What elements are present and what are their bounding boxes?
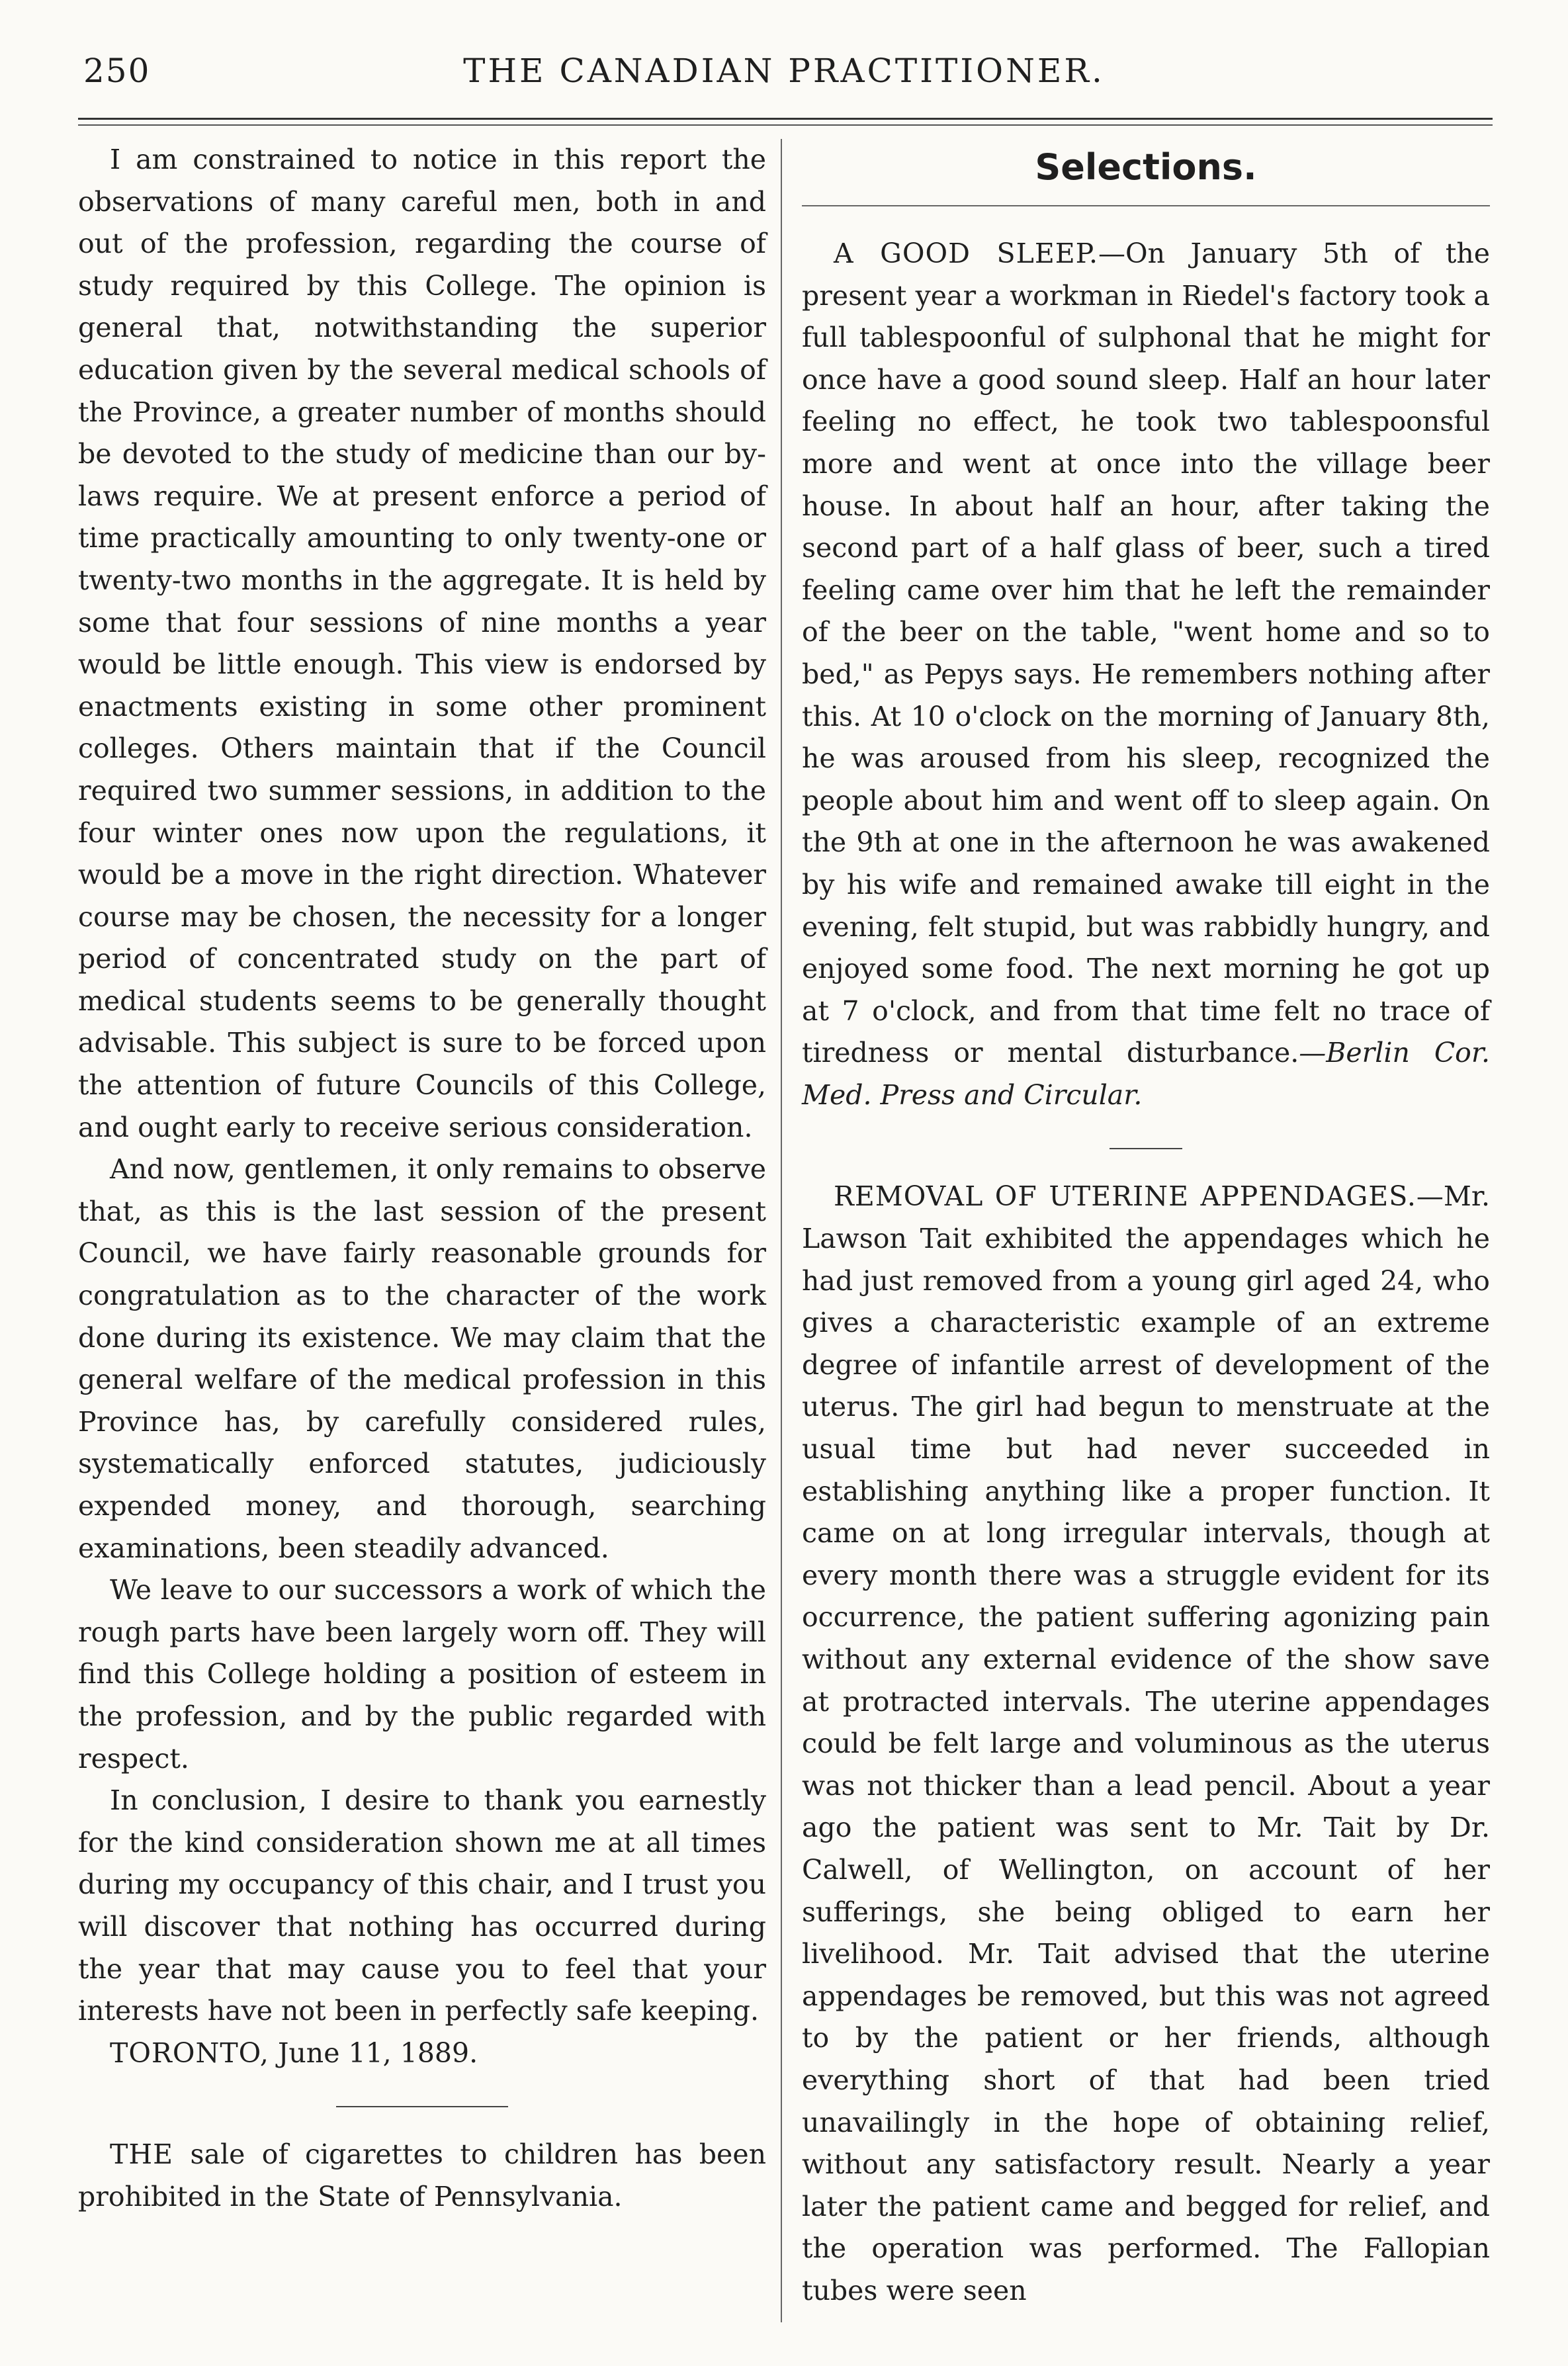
paragraph-course-of-study: I am constrained to notice in this report the observations of many careful men, both in and out of the profession, regarding the course of study required by this College. The opinion is general that, notwithstanding the superior education given by the several medical schools of the Province, a greater number of months should be devoted to the study of medicine than our by-laws require. We at present enforce a period of time practically amounting to only twenty-one or twenty-two months in the aggregate. It is held by some that four sessions of nine months a year would be little enough. This view is endorsed by enactments existing in some other prominent colleges. Others maintain that if the Council required two summer sessions, in addition to the four winter ones now upon the regulations, it would be a move in the right direction. Whatever course may be chosen, the necessity for a longer period of concentrated study on the part of medical students seems to be generally thought advisable. This subject is sure to be forced upon the attention of future Councils of this College, and ought early to receive serious consideration.: [78, 144, 766, 1143]
dateline: [78, 2033, 766, 2075]
right-column: [802, 139, 1490, 2312]
article-good-sleep-source: —Berlin Cor. Med. Press and Circular.: [802, 1037, 1490, 1111]
article-uterine-appendages: [802, 1176, 1490, 2312]
left-column: [78, 139, 766, 2218]
column-divider: [781, 139, 782, 2322]
dateline-place: TORONTO,: [110, 2037, 269, 2069]
separator-rule: [336, 2106, 508, 2107]
paragraph-successors: We leave to our successors a work of which the rough parts have been largely worn off. They will find this College holding a position of esteem in the profession, and by the public regarded with respect.: [78, 1574, 766, 1774]
article-uterine-body: —Mr. Lawson Tait exhibited the appendages which he had just removed from a young girl aged 24, who gives a characteristic example of an extreme degree of infantile arrest of development of the uterus. The girl had begun to menstruate at the usual time but had never succeeded in establishing anything like a proper function. It came on at long irregular intervals, though at every month there was a struggle evident for its occurrence, the patient suffering agonizing pain without any external evidence of the show save at protracted intervals. The uterine appendages could be felt large and voluminous as the uterus was not thicker than a lead pencil. About a year ago the patient was sent to Mr. Tait by Dr. Calwell, of Wellington, on account of her sufferings, she being obliged to earn her livelihood. Mr. Tait advised that the uterine appendages be removed, but this was not agreed to by the patient or her friends, although everything short of that had been tried unavailingly in the hope of obtaining relief, without any satisfactory result. Nearly a year later the patient came and begged for relief, and the operation was performed. The Fallopian tubes were seen: [802, 1180, 1490, 2306]
section-rule: [802, 205, 1490, 206]
article-uterine-title: REMOVAL OF UTERINE APPENDAGES.: [834, 1180, 1416, 1213]
article-good-sleep: [802, 233, 1490, 1116]
header-rule: [78, 118, 1493, 126]
journal-title: THE CANADIAN PRACTITIONER.: [463, 52, 1105, 90]
paragraph-conclusion: In conclusion, I desire to thank you earnestly for the kind consideration shown me at all times during my occupancy of this chair, and I trust you will discover that nothing has occurred during the year that may cause you to feel that your interests have not been in perfectly safe keeping.: [78, 1784, 766, 2027]
article-good-sleep-body: —On January 5th of the present year a workman in Riedel's factory took a full tablespoonful of sulphonal that he might for once have a good sound sleep. Half an hour later feeling no effect, he took two tablespoonsful more and went at once into the village beer house. In about half an hour, after taking the second part of a half glass of beer, such a tired feeling came over him that he left the remainder of the beer on the table, "went home and so to bed," as Pepys says. He remembers nothing after this. At 10 o'clock on the morning of January 8th, he was aroused from his sleep, recognized the people about him and went off to sleep again. On the 9th at one in the afternoon he was awakened by his wife and remained awake till eight in the evening, felt stupid, but was rabbidly hungry, and enjoyed some food. The next morning he got up at 7 o'clock, and from that time felt no trace of tiredness or mental disturbance.: [802, 238, 1490, 1069]
section-heading: Selections.: [1035, 146, 1257, 188]
dateline-date: June 11, 1889.: [277, 2037, 478, 2069]
paragraph-congratulation: And now, gentlemen, it only remains to observe that, as this is the last session of the present Council, we have fairly reasonable grounds for congratulation as to the character of the work done during its existence. We may claim that the general welfare of the medical profession in this Province has, by carefully considered rules, systematically enforced statutes, judiciously expended money, and thorough, searching examinations, been steadily advanced.: [78, 1153, 766, 1564]
article-good-sleep-title: A GOOD SLEEP.: [834, 238, 1098, 269]
page-number: 250: [83, 52, 151, 90]
cigarette-note-text: sale of cigarettes to children has been prohibited in the State of Pennsylvania.: [78, 2138, 766, 2213]
article-rule: [1110, 1148, 1182, 1149]
cigarette-note-lead: THE: [110, 2138, 174, 2171]
cigarette-note: [78, 2134, 766, 2218]
